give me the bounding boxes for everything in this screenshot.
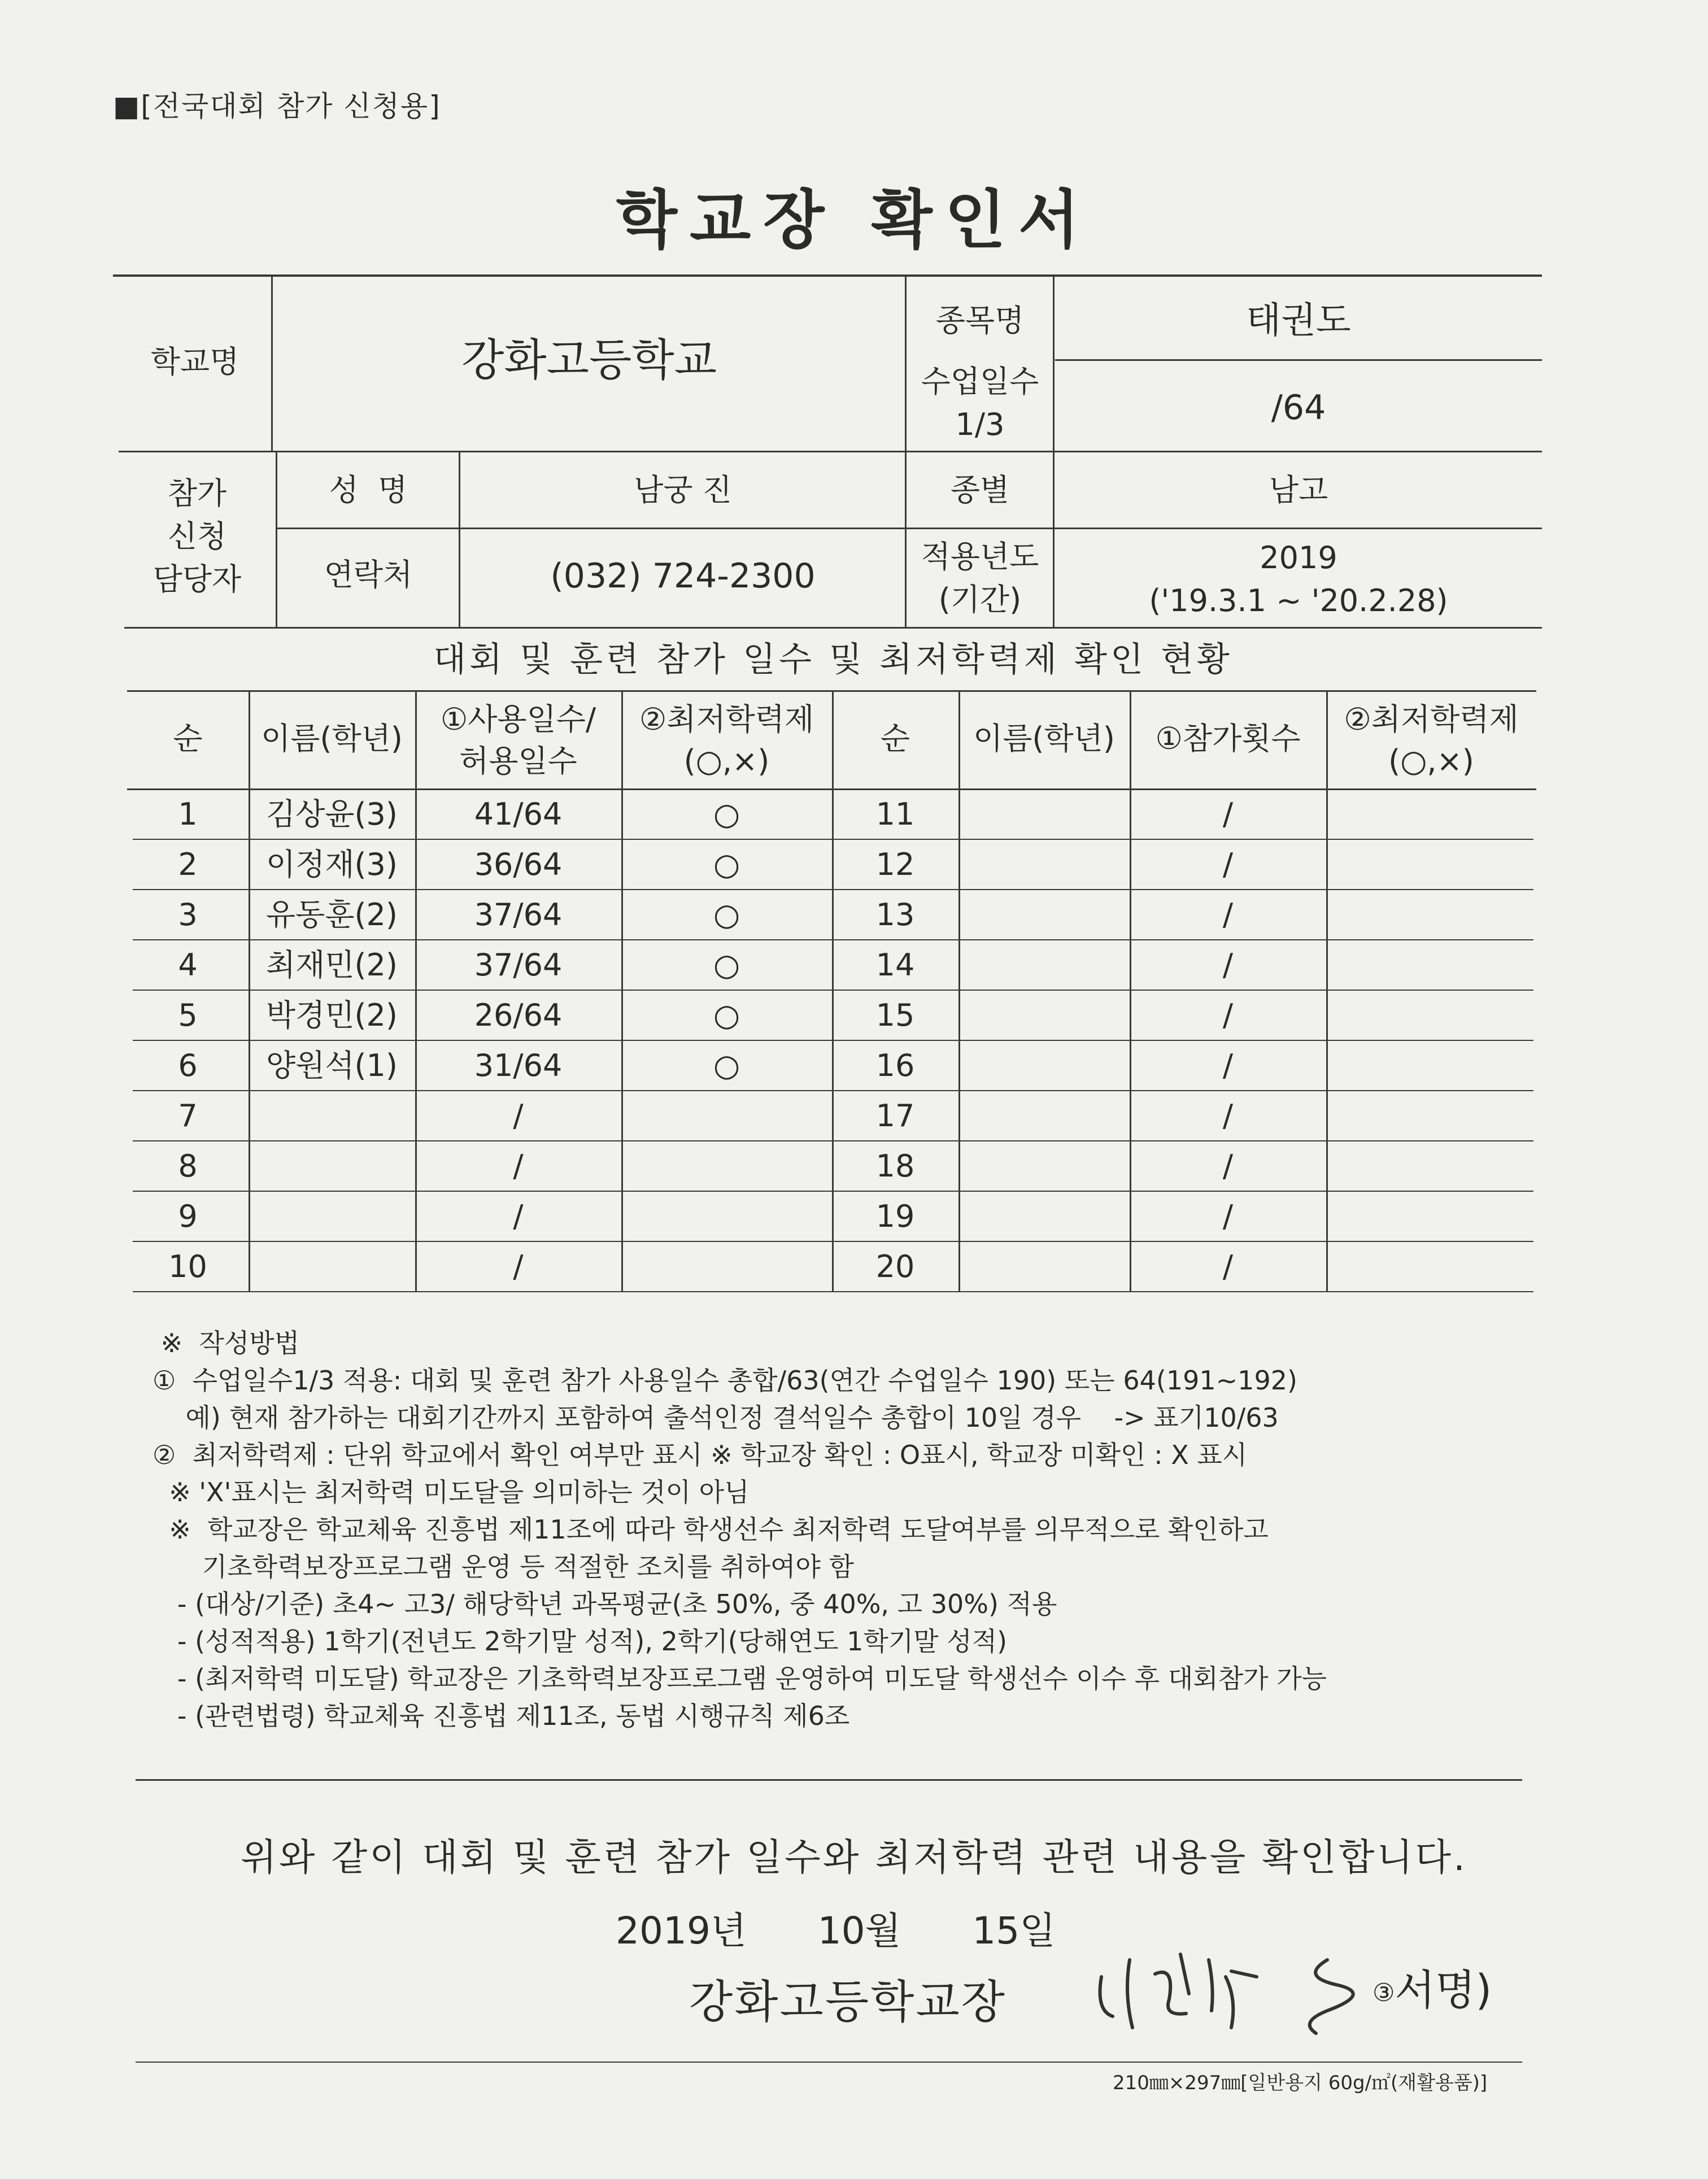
participation-count: / — [1222, 997, 1234, 1033]
participation-count: / — [1222, 796, 1234, 832]
row-number: 12 — [875, 847, 915, 882]
used-days: 37/64 — [474, 897, 563, 932]
row-number: 10 — [168, 1249, 207, 1284]
class-days-label-line1: 수업일수 — [921, 364, 1039, 399]
info-top-rule — [113, 274, 1542, 277]
header-min-left-line1: ②최저학력제 — [639, 701, 814, 737]
athlete-name: 양원석(1) — [266, 1048, 398, 1083]
document-title: 학교장 확인서 — [616, 184, 1092, 257]
row-number: 8 — [178, 1148, 198, 1184]
header-min-right-line2: (○,×) — [1388, 743, 1474, 779]
contact-label: 연락처 — [324, 557, 413, 592]
instruction-line: ※ 학교장은 학교체육 진흥법 제11조에 따라 학생선수 최저학력 도달여부를 의무적으로 확인하고 — [152, 1514, 1269, 1545]
min-academic-check: ○ — [713, 897, 740, 932]
header-count: ①참가횟수 — [1155, 721, 1301, 756]
year-label-line2: (기간) — [938, 582, 1022, 617]
form-category: ■[전국대회 참가 신청용] — [113, 90, 441, 123]
row-number: 9 — [178, 1199, 198, 1234]
header-min-right-line1: ②최저학력제 — [1344, 701, 1519, 737]
participation-count: / — [1222, 1048, 1234, 1083]
instruction-line: - (대상/기준) 초4~ 고3/ 해당학년 과목평균(초 50%, 중 40%, 고 30%) 적용 — [152, 1589, 1057, 1619]
confirmation-statement: 위와 같이 대회 및 훈련 참가 일수와 최저학력 관련 내용을 확인합니다. — [241, 1836, 1467, 1879]
participation-count: / — [1222, 947, 1234, 983]
sport-label: 종목명 — [935, 303, 1025, 338]
athlete-name: 유동훈(2) — [266, 897, 398, 932]
min-academic-check: ○ — [713, 997, 740, 1033]
writing-instructions — [152, 1324, 1327, 1735]
used-days: / — [513, 1199, 524, 1234]
header-name-left: 이름(학년) — [261, 721, 403, 756]
year-value: 2019 — [1260, 540, 1337, 576]
row-number: 7 — [178, 1098, 198, 1134]
info-col-rule — [271, 277, 273, 452]
date-day: 15일 — [972, 1909, 1056, 1953]
row-number: 15 — [875, 997, 915, 1033]
table-row-rule — [133, 1291, 1533, 1292]
class-days-label-line2: 1/3 — [955, 407, 1005, 442]
athlete-name: 이정재(3) — [266, 847, 398, 882]
used-days: 31/64 — [474, 1048, 563, 1083]
header-no-left: 순 — [173, 721, 203, 756]
instruction-line: 기초학력보장프로그램 운영 등 적절한 조치를 취하여야 함 — [152, 1552, 854, 1582]
instruction-line: - (관련법령) 학교체육 진흥법 제11조, 동법 시행규칙 제6조 — [152, 1701, 850, 1731]
instruction-line: - (최저학력 미도달) 학교장은 기초학력보장프로그램 운영하여 미도달 학생선수 이수 후 대회참가 가능 — [152, 1663, 1327, 1694]
row-number: 1 — [178, 796, 198, 832]
used-days: / — [513, 1148, 524, 1184]
sport-value: 태권도 — [1246, 300, 1351, 342]
school-label: 학교명 — [150, 344, 239, 380]
participation-count: / — [1222, 847, 1234, 882]
instruction-line: ※ 'X'표시는 최저학력 미도달을 의미하는 것이 아님 — [152, 1477, 750, 1507]
school-name: 강화고등학교 — [461, 335, 717, 386]
applicant-label-line3: 담당자 — [152, 561, 242, 597]
participation-count: / — [1222, 897, 1234, 932]
info-col-rule — [1053, 277, 1055, 627]
min-academic-check: ○ — [713, 1048, 740, 1083]
row-number: 4 — [178, 947, 198, 983]
table-col-rule — [958, 690, 960, 1291]
handwritten-signature — [1090, 1943, 1384, 2039]
instruction-line: ※ 작성방법 — [152, 1328, 300, 1358]
used-days: / — [513, 1249, 524, 1284]
participation-count: / — [1222, 1249, 1234, 1284]
row-number: 3 — [178, 897, 198, 932]
min-academic-check: ○ — [713, 947, 740, 983]
seal-label: 서명) — [1395, 1966, 1492, 2015]
row-number: 19 — [875, 1199, 915, 1234]
principal-title: 강화고등학교장 — [689, 1976, 1006, 2028]
type-label: 종별 — [950, 472, 1010, 508]
type-value: 남고 — [1269, 472, 1328, 508]
issue-date — [616, 1901, 1056, 1954]
row-number: 16 — [875, 1048, 915, 1083]
footer-rule — [136, 2062, 1522, 2063]
used-days: / — [513, 1098, 524, 1134]
contact-value: (032) 724-2300 — [550, 556, 816, 596]
table-col-rule — [249, 690, 250, 1291]
used-days: 37/64 — [474, 947, 563, 983]
date-year: 2019년 — [616, 1909, 747, 1953]
name-value: 남궁 진 — [634, 472, 732, 508]
row-number: 18 — [875, 1148, 915, 1184]
participation-count: / — [1222, 1148, 1234, 1184]
seal-signature-label: ③서명) — [1372, 1966, 1492, 2015]
date-month: 10월 — [817, 1909, 901, 1953]
applicant-label-line1: 참가 — [167, 476, 227, 511]
row-number: 13 — [875, 897, 915, 932]
header-days-line1: ①사용일수/ — [440, 701, 596, 737]
info-col-rule — [276, 452, 277, 627]
instruction-line: ② 최저학력제 : 단위 학교에서 확인 여부만 표시 ※ 학교장 확인 : O표시, 학교장 미확인 : X 표시 — [152, 1440, 1248, 1470]
info-rule — [124, 627, 1542, 629]
row-number: 6 — [178, 1048, 198, 1083]
info-col-rule — [905, 277, 907, 627]
info-col-rule — [459, 452, 460, 627]
row-number: 14 — [875, 947, 915, 983]
used-days: 41/64 — [474, 796, 563, 832]
info-rule — [277, 528, 1542, 529]
confirm-top-rule — [136, 1779, 1522, 1781]
year-label-line1: 적용년도 — [921, 539, 1039, 574]
info-rule — [119, 451, 1542, 452]
applicant-label-line2: 신청 — [167, 518, 227, 554]
athlete-name: 박경민(2) — [266, 997, 398, 1033]
row-number: 17 — [875, 1098, 915, 1134]
instruction-line: ① 수업일수1/3 적용: 대회 및 훈련 참가 사용일수 총합/63(연간 수업일수 190) 또는 64(191~192) — [152, 1365, 1297, 1396]
header-no-right: 순 — [880, 721, 910, 756]
paper-spec: 210㎜×297㎜[일반용지 60g/㎡(재활용품)] — [1113, 2072, 1488, 2094]
section-title: 대회 및 훈련 참가 일수 및 최저학력제 확인 현황 — [433, 640, 1233, 679]
participation-count: / — [1222, 1199, 1234, 1234]
used-days: 36/64 — [474, 847, 563, 882]
min-academic-check: ○ — [713, 847, 740, 882]
row-number: 5 — [178, 997, 198, 1033]
min-academic-check: ○ — [713, 796, 740, 832]
instruction-line: 예) 현재 참가하는 대회기간까지 포함하여 출석인정 결석일수 총합이 10일 경우 -> 표기10/63 — [152, 1402, 1279, 1433]
instruction-line: - (성적적용) 1학기(전년도 2학기말 성적), 2학기(당해연도 1학기말 성적) — [152, 1626, 1008, 1657]
header-name-right: 이름(학년) — [973, 721, 1115, 756]
participation-count: / — [1222, 1098, 1234, 1134]
name-label: 성 명 — [329, 472, 408, 508]
info-rule — [1055, 359, 1542, 361]
row-number: 11 — [875, 796, 915, 832]
header-days-line2: 허용일수 — [459, 743, 577, 779]
athlete-name: 김상윤(3) — [266, 796, 398, 832]
athlete-name: 최재민(2) — [266, 947, 398, 983]
row-number: 20 — [875, 1249, 915, 1284]
header-min-left-line2: (○,×) — [683, 743, 770, 779]
class-days-value: /64 — [1271, 388, 1326, 428]
row-number: 2 — [178, 847, 198, 882]
used-days: 26/64 — [474, 997, 563, 1033]
year-period: ('19.3.1 ~ '20.2.28) — [1149, 583, 1448, 618]
